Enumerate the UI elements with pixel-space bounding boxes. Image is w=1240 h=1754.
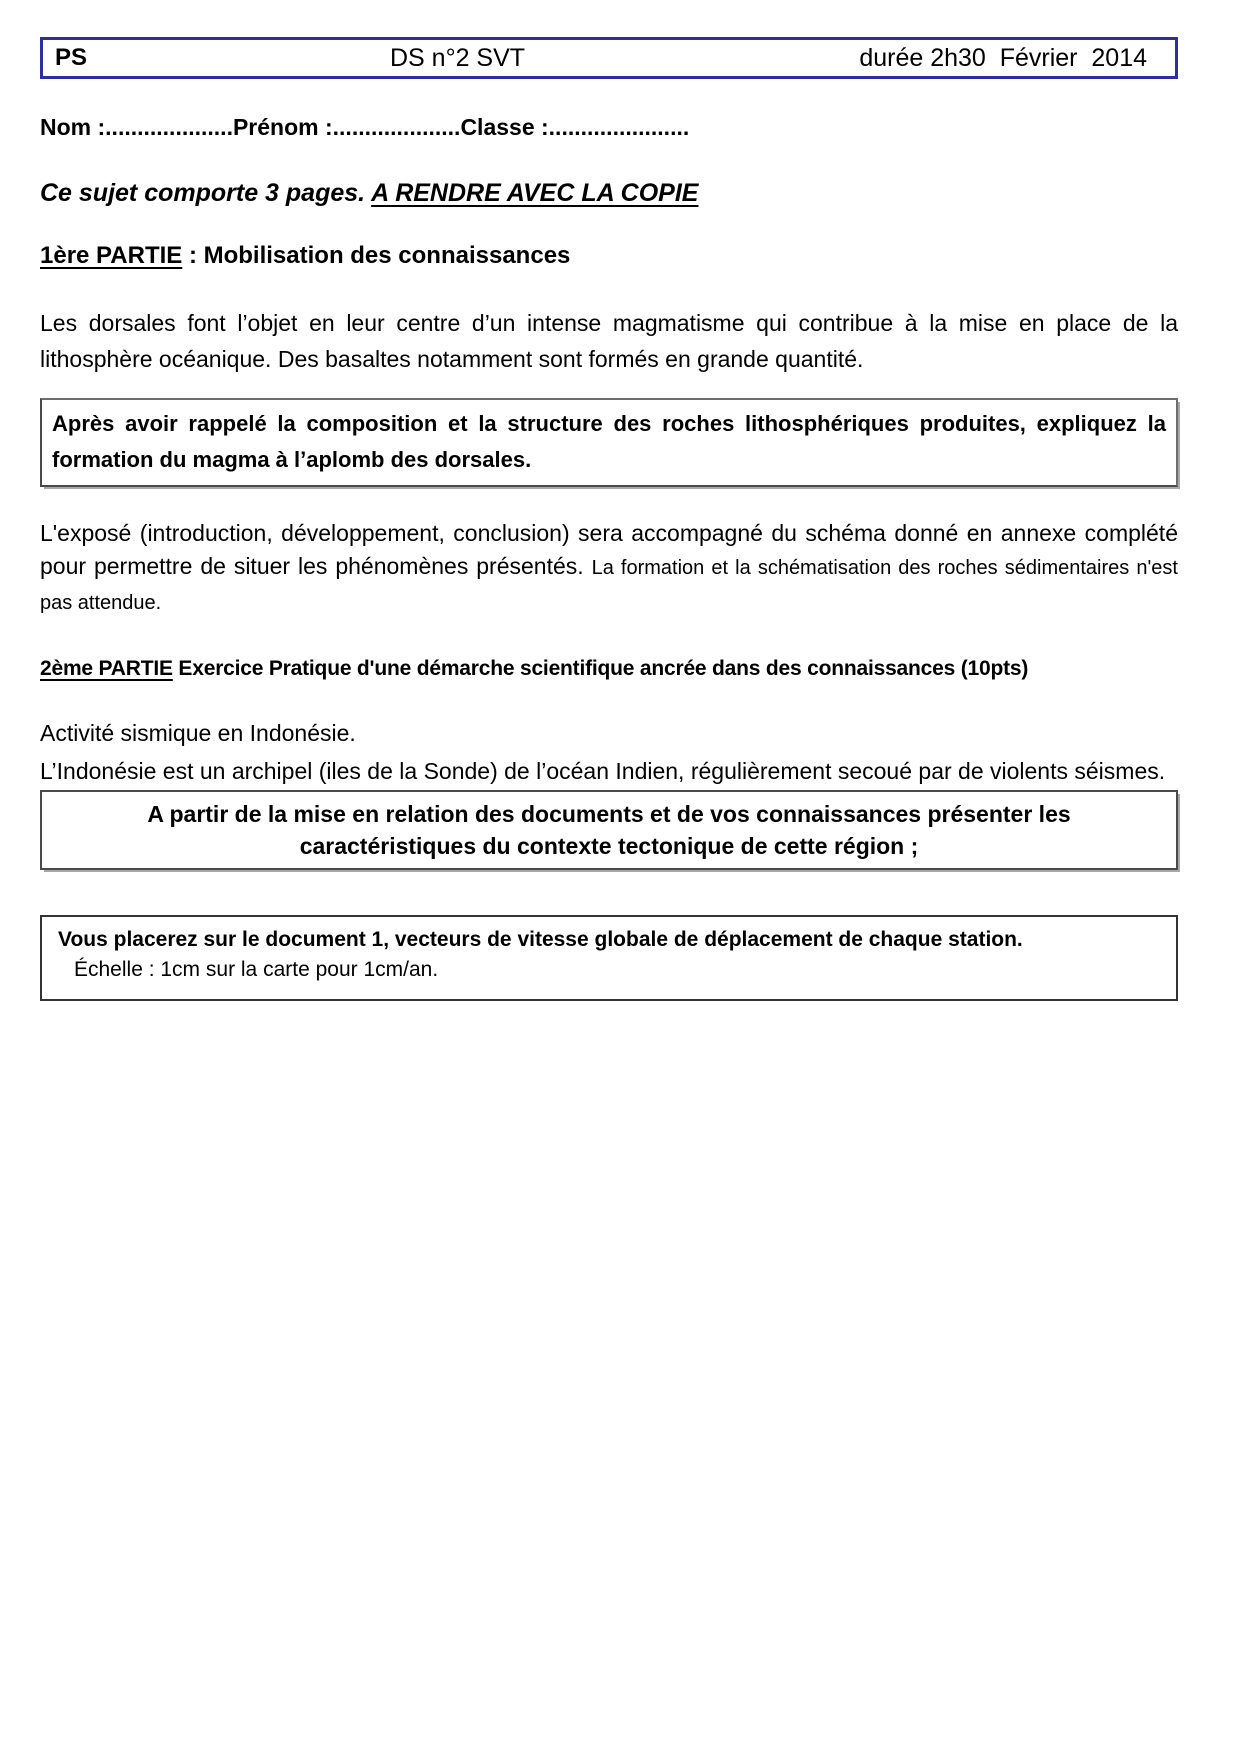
activity-description: L’Indonésie est un archipel (iles de la Sonde) de l’océan Indien, régulièrement secoué par de violents séismes. xyxy=(40,758,1166,784)
pages-notice xyxy=(40,176,1178,210)
pages-notice-text: Ce sujet comporte 3 pages. xyxy=(40,179,372,207)
vector-instruction-box xyxy=(40,915,1178,1001)
return-with-copy-notice: A RENDRE AVEC LA COPIE xyxy=(371,179,699,207)
part1-note-main: L'exposé (introduction, développement, conclusion) sera accompagné du schéma donné en annexe complété pour permettre de situer les phénomènes présentés. xyxy=(40,520,1178,579)
part1-heading-subtitle: : Mobilisation des connaissances xyxy=(182,242,571,269)
part2-heading-subtitle: Exercice Pratique d'une démarche scientifique ancrée dans des connaissances (10pts) xyxy=(172,657,1029,680)
part2-heading-label: 2ème PARTIE xyxy=(40,657,173,680)
header-duration-date: durée 2h30 Février 2014 xyxy=(859,43,1147,72)
header-exam-title: DS n°2 SVT xyxy=(390,43,526,72)
header-box xyxy=(40,37,1178,79)
part1-intro-paragraph: Les dorsales font l’objet en leur centre d’un intense magmatisme qui contribue à la mise en place de la lithosphère océanique. Des basaltes notamment sont formés en grande quantité. xyxy=(40,310,1178,372)
scale-note: Échelle : 1cm sur la carte pour 1cm/an. xyxy=(74,958,439,981)
part2-heading xyxy=(40,653,1178,685)
part1-task-text: Après avoir rappelé la composition et la structure des roches lithosphériques produites, expliquez la formation du magma à l’aplomb des dorsales. xyxy=(52,411,1166,472)
part1-heading-label: 1ère PARTIE xyxy=(40,242,183,269)
student-identity-line: Nom :....................Prénom :....................Classe :...................... xyxy=(40,114,690,140)
header-class-code: PS xyxy=(55,44,88,71)
part2-task-text: A partir de la mise en relation des documents et de vos connaissances présenter les caractéristiques du contexte tectonique de cette région ; xyxy=(147,801,1071,859)
part1-note-paragraph xyxy=(40,517,1178,620)
part1-note-small: La formation et la schématisation des roches sédimentaires n'est pas attendue. xyxy=(40,557,1178,614)
part1-task-box xyxy=(40,398,1178,487)
vector-instruction-text: Vous placerez sur le document 1, vecteurs de vitesse globale de déplacement de chaque station. xyxy=(58,928,1023,951)
part1-heading xyxy=(40,240,1178,272)
activity-title: Activité sismique en Indonésie. xyxy=(40,720,356,746)
part2-task-box xyxy=(40,790,1178,870)
